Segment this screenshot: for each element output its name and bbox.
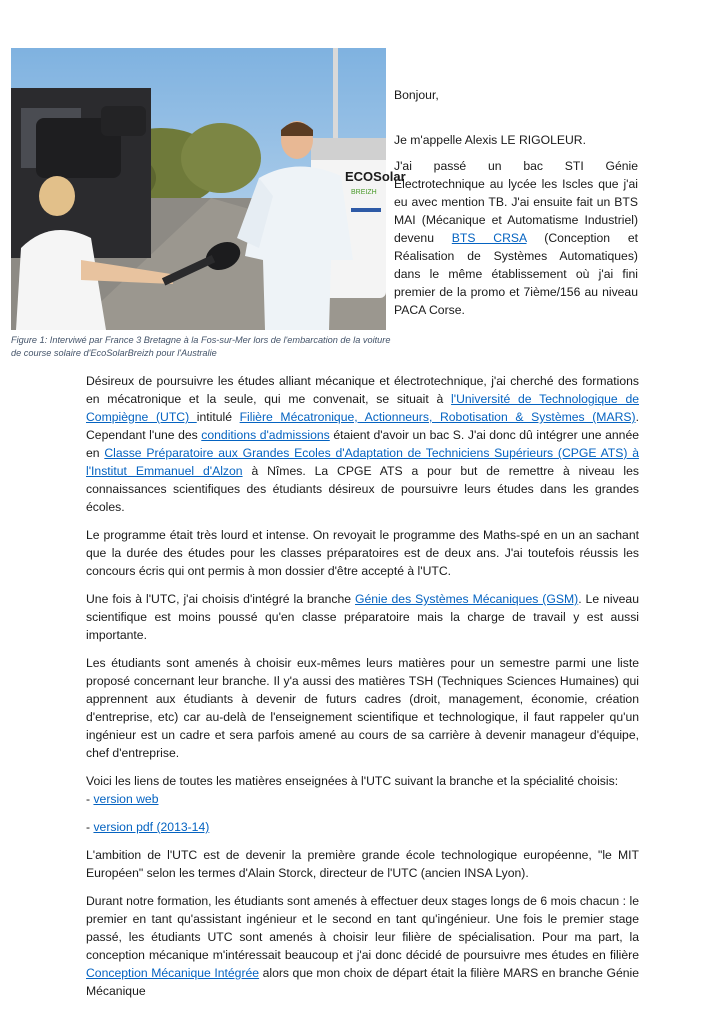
list-dash: - [86,820,94,834]
conception-mecanique-link[interactable]: Conception Mécanique Intégrée [86,966,260,980]
text-segment: Durant notre formation, les étudiants sont amenés à effectuer deux stages longs de 6 mois chacun : le premier en tant qu'assistant ingénieur et le second en tant qu'ingénieur. Une fois le premier stage passé, les étudiants UTC sont amenés à choisir leur filière de spécialisation. Pour ma part, la conception mécanique m'intéressait beaucoup et j'ai donc décidé de poursuivre mes études en filière [86,894,639,962]
cpge-ats-link[interactable]: Classe Préparatoire aux Grandes Ecoles d'Adaptation de Techniciens Supérieurs (CPGE ATS) à l'Institut Emmanuel d'Alzon [86,446,639,478]
version-pdf-link[interactable]: version pdf (2013-14) [93,820,210,834]
admission-conditions-link[interactable]: conditions d'admissions [201,428,330,442]
utc-link[interactable]: l'Université de Technologique de Compiègne (UTC) [86,392,640,424]
paragraph-stages [86,892,639,1000]
background-text: J'ai passé un bac STI Génie Électrotechnique au lycée les Iscles que j'ai eu avec mention TB. J'ai ensuite fait un BTS MAI (Mécanique et Automatisme Industriel) devenu [394,159,638,245]
text-segment: étaient d'avoir un bac S. J'ai donc dû intégrer une année en [86,428,639,460]
interview-photo [11,48,406,330]
list-dash: - [86,792,94,806]
list-item-web [86,790,639,808]
version-web-link[interactable]: version web [93,792,159,806]
text-segment: . Le niveau scientifique est moins poussé qu'en classe préparatoire mais la charge de travail y est aussi importante. [86,592,639,642]
paragraph-ambition: L'ambition de l'UTC est de devenir la première grande école technologique européenne, "le MIT Européen" selon les termes d'Alain Storck, directeur de l'UTC (ancien INSA Lyon). [86,848,639,880]
name-line: Je m'appelle Alexis LE RIGOLEUR. [394,133,586,147]
intro-section [394,86,638,327]
text-segment: . Cependant l'une des [86,410,639,442]
mars-link[interactable]: Filière Mécatronique, Actionneurs, Robotisation & Systèmes (MARS) [239,410,636,424]
breizh-logo-text: BREIZH [351,189,377,196]
text-segment: Désireux de poursuivre les études alliant mécanique et électrotechnique, j'ai cherché des formations en mécatronique et la seule, qui me convenait, se situait à [86,374,639,406]
text-segment: à Nîmes. La CPGE ATS a pour but de remettre à niveau les connaissances scientifiques des étudiants désireux de poursuivre leurs études dans les grandes écoles. [86,464,639,514]
background-text-end: (Conception et Réalisation de Systèmes Automatiques) dans le même établissement où j'ai fini premier de la promo et 7ième/156 au niveau PACA Corse. [394,231,638,317]
paragraph-gsm [86,590,639,644]
text-segment: intitulé [196,410,240,424]
text-segment: Une fois à l'UTC, j'ai choisis d'intégré la branche [86,592,356,606]
ecosolar-logo: ECOSolar [345,169,406,184]
links-intro: Voici les liens de toutes les matières enseignées à l'UTC suivant la branche et la spécialité choisis: [86,774,619,788]
text-segment: alors que mon choix de départ était la filière MARS en branche Génie Mécanique [86,966,639,998]
main-body [86,372,639,1010]
list-item-pdf [86,818,639,836]
gsm-link[interactable]: Génie des Systèmes Mécaniques (GSM) [355,592,579,606]
paragraph-programme: Le programme était très lourd et intense. On revoyait le programme des Maths-spé en un an sachant que la durée des études pour les classes préparatoires est de deux ans. J'ai toutefois réussis les concours écris qui ont permis à mon dossier d'être accepté à l'UTC. [86,528,639,578]
background-paragraph [394,157,638,319]
greeting: Bonjour, [394,88,439,102]
bts-crsa-link[interactable]: BTS CRSA [451,231,527,245]
paragraph-formation [86,372,639,516]
figure-caption: Figure 1: Interviwé par France 3 Bretagne à la Fos-sur-Mer lors de l'embarcation de la voiture de course solaire d'EcoSolarBreizh pour l'Australie [11,335,391,358]
paragraph-matieres: Les étudiants sont amenés à choisir eux-mêmes leurs matières pour un semestre parmi une liste proposé concernant leur branche. Il y'a aussi des matières TSH (Techniques Sciences Humaines) qui apprennent aux étudiants à devenir de futurs cadres (droit, management, économie, création d'entreprise, etc) car au-delà de l'enseignement scientifique et technologique, il faut rappeler qu'un ingénieur est un cadre et sera parfois amené au cours de sa carrière à devenir manageur d'équipe, chef d'entreprise. [86,656,639,760]
